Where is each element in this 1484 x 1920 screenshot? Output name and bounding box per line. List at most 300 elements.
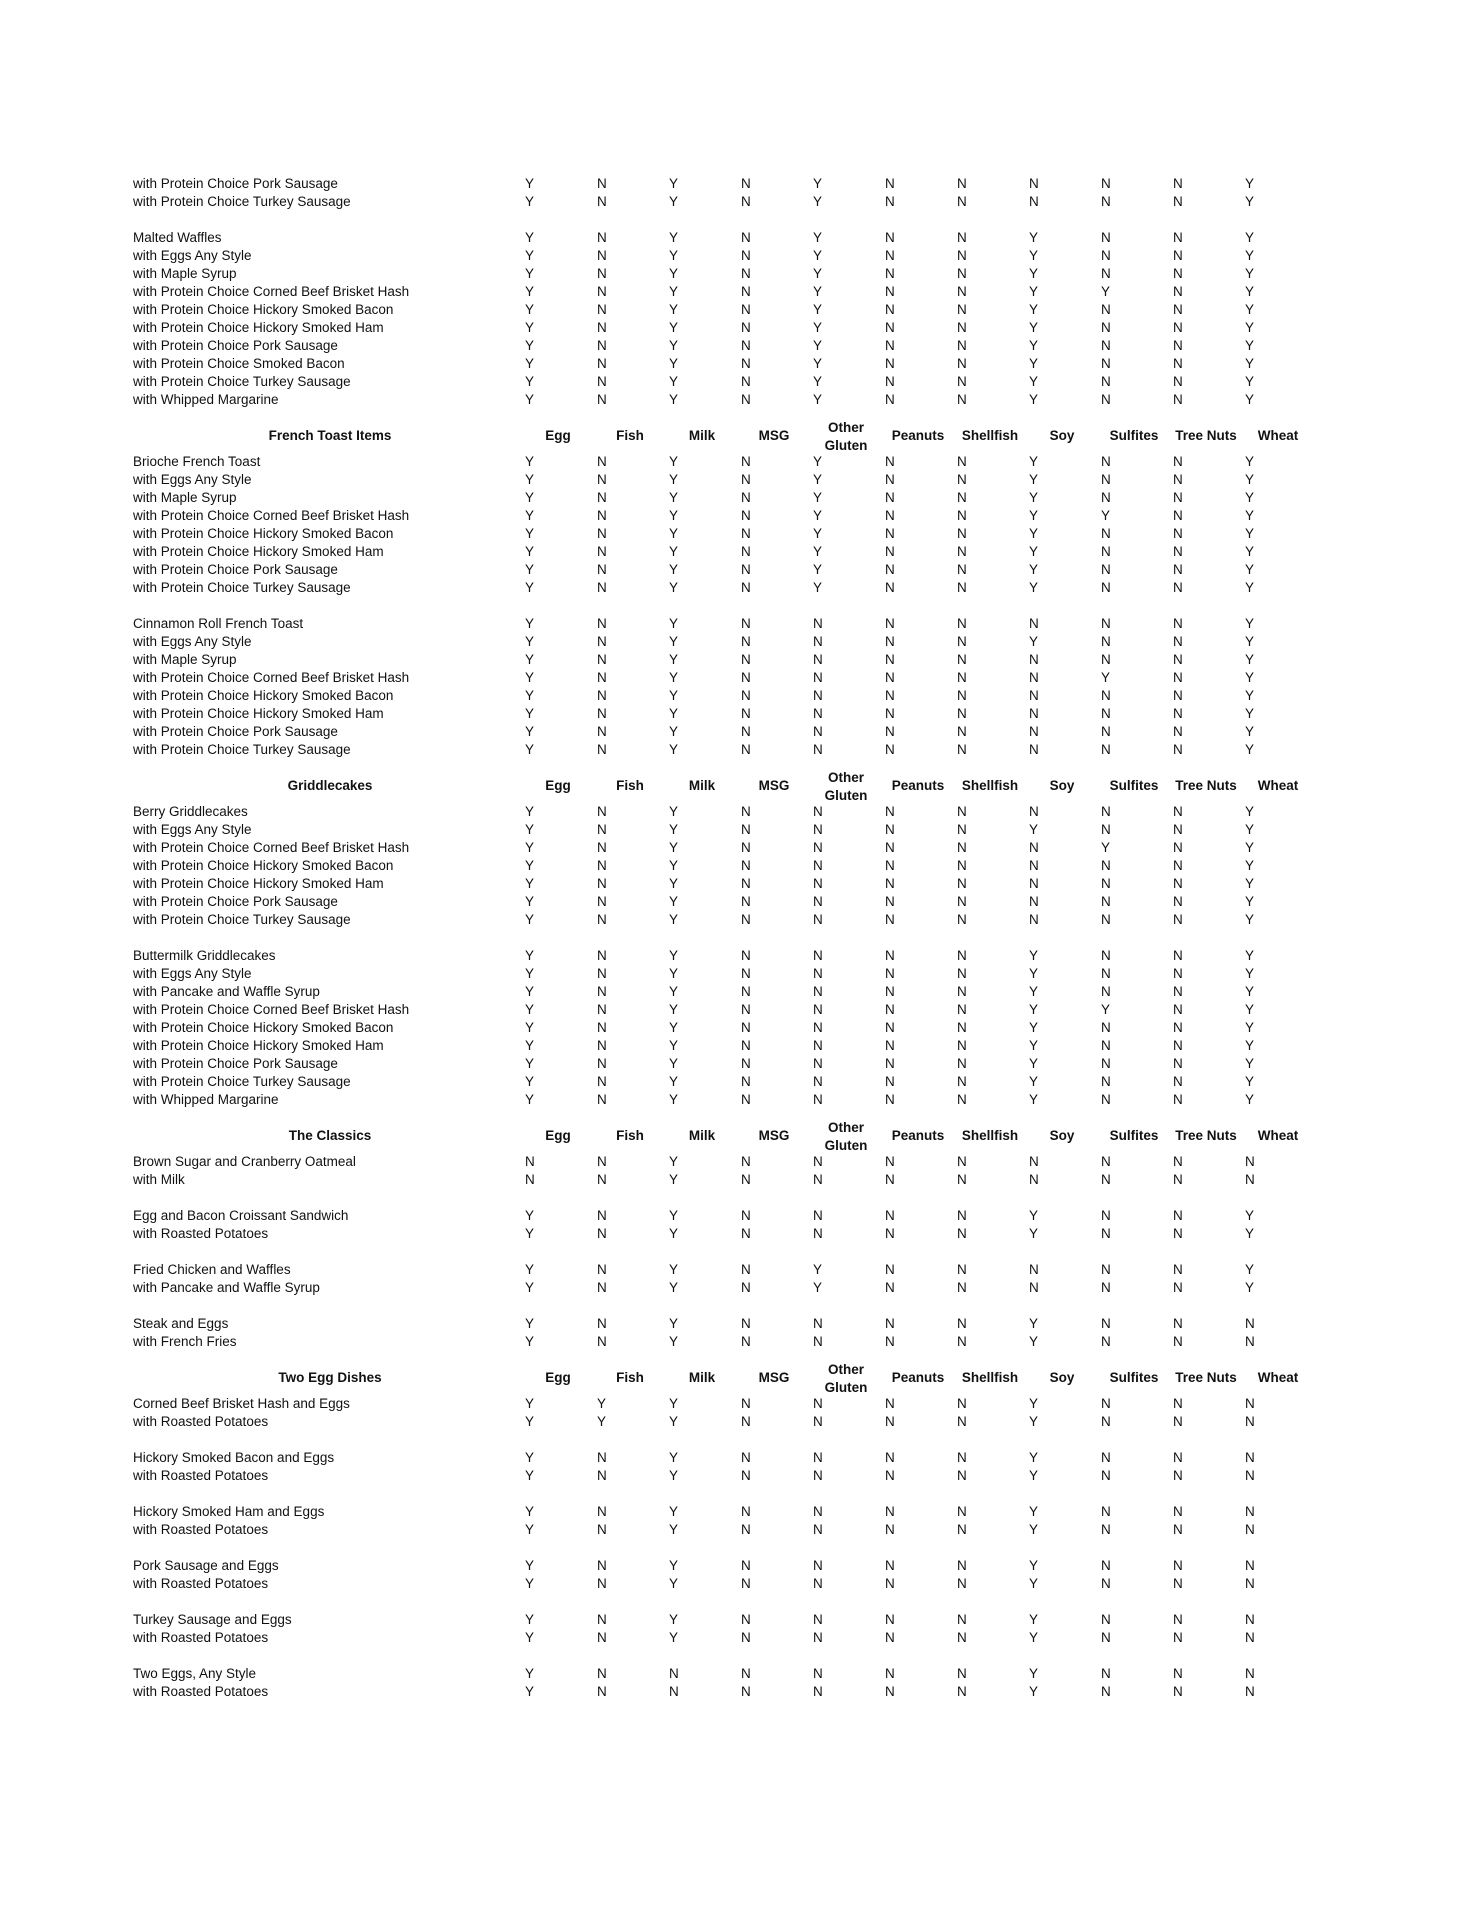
value-egg: Y bbox=[525, 1576, 535, 1591]
value-fish: Y bbox=[597, 1396, 607, 1411]
value-shellfish: N bbox=[957, 742, 967, 757]
value-egg: Y bbox=[525, 1226, 535, 1241]
value-other-gluten: N bbox=[813, 1038, 823, 1053]
value-msg: N bbox=[741, 472, 751, 487]
value-msg: N bbox=[741, 356, 751, 371]
value-shellfish: N bbox=[957, 472, 967, 487]
value-shellfish: N bbox=[957, 454, 967, 469]
value-milk: Y bbox=[669, 1504, 679, 1519]
value-peanuts: N bbox=[885, 1396, 895, 1411]
value-soy: Y bbox=[1029, 508, 1039, 523]
value-wheat: N bbox=[1245, 1172, 1255, 1187]
value-peanuts: N bbox=[885, 1056, 895, 1071]
value-fish: N bbox=[597, 742, 607, 757]
value-milk: Y bbox=[669, 1522, 679, 1537]
value-tree-nuts: N bbox=[1173, 688, 1183, 703]
value-other-gluten: N bbox=[813, 1450, 823, 1465]
value-soy: Y bbox=[1029, 1612, 1039, 1627]
value-fish: N bbox=[597, 1020, 607, 1035]
value-soy: Y bbox=[1029, 526, 1039, 541]
value-msg: N bbox=[741, 742, 751, 757]
value-tree-nuts: N bbox=[1173, 1396, 1183, 1411]
value-other-gluten: Y bbox=[813, 490, 823, 505]
value-peanuts: N bbox=[885, 1074, 895, 1089]
value-other-gluten: Y bbox=[813, 544, 823, 559]
value-msg: N bbox=[741, 1334, 751, 1349]
value-egg: Y bbox=[525, 724, 535, 739]
value-fish: N bbox=[597, 266, 607, 281]
item-modifier: with Protein Choice Pork Sausage bbox=[133, 894, 338, 909]
value-soy: Y bbox=[1029, 822, 1039, 837]
column-header-fish: Fish bbox=[616, 1128, 644, 1143]
value-peanuts: N bbox=[885, 1172, 895, 1187]
value-msg: N bbox=[741, 1154, 751, 1169]
value-tree-nuts: N bbox=[1173, 320, 1183, 335]
item-modifier: with Maple Syrup bbox=[133, 652, 237, 667]
value-other-gluten: Y bbox=[813, 194, 823, 209]
value-milk: Y bbox=[669, 526, 679, 541]
value-sulfites: N bbox=[1101, 1208, 1111, 1223]
value-soy: Y bbox=[1029, 1074, 1039, 1089]
value-other-gluten: N bbox=[813, 1504, 823, 1519]
value-other-gluten: N bbox=[813, 742, 823, 757]
table-row bbox=[0, 579, 1484, 597]
value-peanuts: N bbox=[885, 176, 895, 191]
value-shellfish: N bbox=[957, 1172, 967, 1187]
value-wheat: Y bbox=[1245, 490, 1255, 505]
value-sulfites: N bbox=[1101, 454, 1111, 469]
value-soy: Y bbox=[1029, 1450, 1039, 1465]
value-tree-nuts: N bbox=[1173, 1630, 1183, 1645]
value-egg: Y bbox=[525, 454, 535, 469]
value-msg: N bbox=[741, 1666, 751, 1681]
value-shellfish: N bbox=[957, 1074, 967, 1089]
value-msg: N bbox=[741, 1316, 751, 1331]
value-soy: Y bbox=[1029, 472, 1039, 487]
value-shellfish: N bbox=[957, 1056, 967, 1071]
column-header-egg: Egg bbox=[545, 428, 571, 443]
table-row bbox=[0, 947, 1484, 965]
value-fish: N bbox=[597, 1612, 607, 1627]
value-peanuts: N bbox=[885, 1002, 895, 1017]
table-row bbox=[0, 229, 1484, 247]
value-soy: Y bbox=[1029, 562, 1039, 577]
value-sulfites: Y bbox=[1101, 840, 1111, 855]
value-wheat: Y bbox=[1245, 1056, 1255, 1071]
value-milk: Y bbox=[669, 1612, 679, 1627]
value-sulfites: N bbox=[1101, 1522, 1111, 1537]
item-modifier: with Eggs Any Style bbox=[133, 248, 252, 263]
value-sulfites: N bbox=[1101, 1316, 1111, 1331]
item-modifier: with Eggs Any Style bbox=[133, 966, 252, 981]
value-shellfish: N bbox=[957, 804, 967, 819]
value-tree-nuts: N bbox=[1173, 1154, 1183, 1169]
item-modifier: with Roasted Potatoes bbox=[133, 1468, 269, 1483]
table-row bbox=[0, 453, 1484, 471]
item-name: Two Eggs, Any Style bbox=[133, 1666, 257, 1681]
value-peanuts: N bbox=[885, 526, 895, 541]
section-header bbox=[0, 1119, 1484, 1155]
column-header-sulfites: Sulfites bbox=[1109, 428, 1159, 443]
value-sulfites: N bbox=[1101, 1092, 1111, 1107]
value-shellfish: N bbox=[957, 176, 967, 191]
value-wheat: N bbox=[1245, 1558, 1255, 1573]
value-other-gluten: Y bbox=[813, 338, 823, 353]
value-soy: N bbox=[1029, 1172, 1039, 1187]
column-header-egg: Egg bbox=[545, 778, 571, 793]
value-egg: Y bbox=[525, 1092, 535, 1107]
table-row bbox=[0, 1225, 1484, 1243]
value-soy: Y bbox=[1029, 1630, 1039, 1645]
value-other-gluten: Y bbox=[813, 320, 823, 335]
table-row bbox=[0, 175, 1484, 193]
value-peanuts: N bbox=[885, 1414, 895, 1429]
value-wheat: Y bbox=[1245, 320, 1255, 335]
value-soy: Y bbox=[1029, 230, 1039, 245]
value-tree-nuts: N bbox=[1173, 1056, 1183, 1071]
value-soy: Y bbox=[1029, 1414, 1039, 1429]
value-shellfish: N bbox=[957, 266, 967, 281]
value-other-gluten: N bbox=[813, 1522, 823, 1537]
value-wheat: Y bbox=[1245, 858, 1255, 873]
value-sulfites: N bbox=[1101, 912, 1111, 927]
value-milk: Y bbox=[669, 1056, 679, 1071]
value-peanuts: N bbox=[885, 1226, 895, 1241]
value-soy: N bbox=[1029, 1154, 1039, 1169]
value-milk: Y bbox=[669, 472, 679, 487]
value-peanuts: N bbox=[885, 706, 895, 721]
value-milk: Y bbox=[669, 948, 679, 963]
value-egg: Y bbox=[525, 338, 535, 353]
table-row bbox=[0, 1261, 1484, 1279]
value-shellfish: N bbox=[957, 724, 967, 739]
item-name: Hickory Smoked Bacon and Eggs bbox=[133, 1450, 335, 1465]
column-header-fish: Fish bbox=[616, 1370, 644, 1385]
value-egg: Y bbox=[525, 948, 535, 963]
value-shellfish: N bbox=[957, 194, 967, 209]
value-milk: Y bbox=[669, 194, 679, 209]
value-tree-nuts: N bbox=[1173, 894, 1183, 909]
section-title: Two Egg Dishes bbox=[278, 1370, 382, 1385]
value-other-gluten: N bbox=[813, 1414, 823, 1429]
value-wheat: Y bbox=[1245, 1226, 1255, 1241]
value-wheat: Y bbox=[1245, 742, 1255, 757]
value-milk: Y bbox=[669, 912, 679, 927]
value-egg: Y bbox=[525, 544, 535, 559]
value-other-gluten: Y bbox=[813, 526, 823, 541]
value-soy: N bbox=[1029, 652, 1039, 667]
value-wheat: Y bbox=[1245, 912, 1255, 927]
value-milk: Y bbox=[669, 374, 679, 389]
value-soy: Y bbox=[1029, 1020, 1039, 1035]
value-msg: N bbox=[741, 948, 751, 963]
value-wheat: Y bbox=[1245, 1074, 1255, 1089]
value-soy: Y bbox=[1029, 356, 1039, 371]
column-header-peanuts: Peanuts bbox=[891, 1370, 945, 1385]
value-soy: Y bbox=[1029, 1038, 1039, 1053]
table-row bbox=[0, 687, 1484, 705]
value-tree-nuts: N bbox=[1173, 248, 1183, 263]
value-shellfish: N bbox=[957, 392, 967, 407]
item-modifier: with Whipped Margarine bbox=[133, 1092, 279, 1107]
value-peanuts: N bbox=[885, 1576, 895, 1591]
value-msg: N bbox=[741, 454, 751, 469]
value-milk: Y bbox=[669, 822, 679, 837]
value-milk: N bbox=[669, 1666, 679, 1681]
section-title: Griddlecakes bbox=[287, 778, 373, 793]
value-other-gluten: N bbox=[813, 1666, 823, 1681]
value-milk: Y bbox=[669, 176, 679, 191]
value-tree-nuts: N bbox=[1173, 742, 1183, 757]
value-wheat: Y bbox=[1245, 1280, 1255, 1295]
value-soy: N bbox=[1029, 742, 1039, 757]
value-wheat: Y bbox=[1245, 302, 1255, 317]
value-msg: N bbox=[741, 652, 751, 667]
value-egg: Y bbox=[525, 508, 535, 523]
value-wheat: Y bbox=[1245, 876, 1255, 891]
value-soy: Y bbox=[1029, 338, 1039, 353]
value-sulfites: N bbox=[1101, 472, 1111, 487]
value-wheat: Y bbox=[1245, 688, 1255, 703]
value-fish: N bbox=[597, 580, 607, 595]
value-shellfish: N bbox=[957, 1576, 967, 1591]
value-wheat: N bbox=[1245, 1612, 1255, 1627]
item-modifier: with Protein Choice Hickory Smoked Bacon bbox=[133, 1020, 394, 1035]
value-egg: Y bbox=[525, 616, 535, 631]
value-shellfish: N bbox=[957, 616, 967, 631]
value-tree-nuts: N bbox=[1173, 284, 1183, 299]
value-msg: N bbox=[741, 490, 751, 505]
value-sulfites: Y bbox=[1101, 284, 1111, 299]
value-fish: N bbox=[597, 634, 607, 649]
item-modifier: with Protein Choice Corned Beef Brisket Hash bbox=[133, 284, 410, 299]
item-modifier: with Protein Choice Hickory Smoked Bacon bbox=[133, 526, 394, 541]
value-egg: Y bbox=[525, 1414, 535, 1429]
value-tree-nuts: N bbox=[1173, 230, 1183, 245]
value-shellfish: N bbox=[957, 858, 967, 873]
table-row bbox=[0, 1001, 1484, 1019]
value-tree-nuts: N bbox=[1173, 858, 1183, 873]
value-sulfites: N bbox=[1101, 724, 1111, 739]
value-soy: N bbox=[1029, 894, 1039, 909]
column-header-other-gluten: Other Gluten bbox=[824, 1362, 868, 1395]
value-sulfites: N bbox=[1101, 804, 1111, 819]
table-row bbox=[0, 839, 1484, 857]
item-modifier: with Protein Choice Corned Beef Brisket Hash bbox=[133, 670, 410, 685]
column-header-peanuts: Peanuts bbox=[891, 428, 945, 443]
value-soy: Y bbox=[1029, 392, 1039, 407]
value-milk: Y bbox=[669, 634, 679, 649]
value-sulfites: N bbox=[1101, 1612, 1111, 1627]
value-shellfish: N bbox=[957, 1450, 967, 1465]
value-soy: Y bbox=[1029, 1684, 1039, 1699]
value-msg: N bbox=[741, 616, 751, 631]
column-header-milk: Milk bbox=[688, 1370, 716, 1385]
value-other-gluten: N bbox=[813, 1002, 823, 1017]
value-fish: N bbox=[597, 356, 607, 371]
value-peanuts: N bbox=[885, 858, 895, 873]
value-soy: N bbox=[1029, 688, 1039, 703]
item-modifier: with Protein Choice Turkey Sausage bbox=[133, 1074, 351, 1089]
value-msg: N bbox=[741, 338, 751, 353]
value-sulfites: N bbox=[1101, 490, 1111, 505]
value-fish: N bbox=[597, 1684, 607, 1699]
value-msg: N bbox=[741, 1280, 751, 1295]
value-other-gluten: Y bbox=[813, 230, 823, 245]
value-fish: N bbox=[597, 840, 607, 855]
value-other-gluten: N bbox=[813, 670, 823, 685]
value-peanuts: N bbox=[885, 688, 895, 703]
column-header-tree-nuts: Tree Nuts bbox=[1175, 778, 1237, 793]
value-egg: Y bbox=[525, 1612, 535, 1627]
column-header-sulfites: Sulfites bbox=[1109, 778, 1159, 793]
value-wheat: Y bbox=[1245, 1208, 1255, 1223]
value-milk: Y bbox=[669, 858, 679, 873]
table-row bbox=[0, 965, 1484, 983]
value-fish: N bbox=[597, 1074, 607, 1089]
value-egg: Y bbox=[525, 1038, 535, 1053]
table-row bbox=[0, 911, 1484, 929]
item-modifier: with Maple Syrup bbox=[133, 490, 237, 505]
value-other-gluten: N bbox=[813, 652, 823, 667]
value-wheat: Y bbox=[1245, 1262, 1255, 1277]
value-sulfites: N bbox=[1101, 562, 1111, 577]
value-egg: Y bbox=[525, 742, 535, 757]
value-msg: N bbox=[741, 688, 751, 703]
table-row bbox=[0, 1207, 1484, 1225]
value-msg: N bbox=[741, 1468, 751, 1483]
value-msg: N bbox=[741, 724, 751, 739]
value-peanuts: N bbox=[885, 302, 895, 317]
item-modifier: with Roasted Potatoes bbox=[133, 1522, 269, 1537]
value-peanuts: N bbox=[885, 374, 895, 389]
value-egg: Y bbox=[525, 670, 535, 685]
value-msg: N bbox=[741, 912, 751, 927]
value-shellfish: N bbox=[957, 1020, 967, 1035]
value-egg: Y bbox=[525, 1056, 535, 1071]
value-fish: N bbox=[597, 1172, 607, 1187]
item-name: Turkey Sausage and Eggs bbox=[133, 1612, 292, 1627]
value-msg: N bbox=[741, 248, 751, 263]
value-other-gluten: N bbox=[813, 1612, 823, 1627]
value-wheat: Y bbox=[1245, 822, 1255, 837]
value-tree-nuts: N bbox=[1173, 1172, 1183, 1187]
value-wheat: N bbox=[1245, 1450, 1255, 1465]
value-peanuts: N bbox=[885, 266, 895, 281]
value-soy: Y bbox=[1029, 1504, 1039, 1519]
value-tree-nuts: N bbox=[1173, 1334, 1183, 1349]
value-other-gluten: Y bbox=[813, 562, 823, 577]
value-msg: N bbox=[741, 1056, 751, 1071]
value-fish: N bbox=[597, 1558, 607, 1573]
value-sulfites: N bbox=[1101, 1038, 1111, 1053]
value-fish: N bbox=[597, 526, 607, 541]
table-row bbox=[0, 821, 1484, 839]
value-egg: Y bbox=[525, 302, 535, 317]
table-row bbox=[0, 1611, 1484, 1629]
value-egg: Y bbox=[525, 230, 535, 245]
value-wheat: Y bbox=[1245, 248, 1255, 263]
value-soy: N bbox=[1029, 670, 1039, 685]
value-milk: Y bbox=[669, 1316, 679, 1331]
value-egg: Y bbox=[525, 1396, 535, 1411]
value-sulfites: N bbox=[1101, 1684, 1111, 1699]
value-msg: N bbox=[741, 1262, 751, 1277]
value-peanuts: N bbox=[885, 454, 895, 469]
value-peanuts: N bbox=[885, 1038, 895, 1053]
value-other-gluten: Y bbox=[813, 392, 823, 407]
value-wheat: Y bbox=[1245, 634, 1255, 649]
table-row bbox=[0, 983, 1484, 1001]
table-row bbox=[0, 1315, 1484, 1333]
value-soy: Y bbox=[1029, 1666, 1039, 1681]
value-peanuts: N bbox=[885, 822, 895, 837]
value-other-gluten: Y bbox=[813, 356, 823, 371]
value-wheat: Y bbox=[1245, 616, 1255, 631]
value-milk: Y bbox=[669, 338, 679, 353]
value-sulfites: N bbox=[1101, 1020, 1111, 1035]
value-sulfites: N bbox=[1101, 1172, 1111, 1187]
item-modifier: with Protein Choice Turkey Sausage bbox=[133, 374, 351, 389]
value-egg: N bbox=[525, 1172, 535, 1187]
value-sulfites: N bbox=[1101, 1056, 1111, 1071]
value-sulfites: N bbox=[1101, 230, 1111, 245]
value-wheat: Y bbox=[1245, 804, 1255, 819]
value-other-gluten: N bbox=[813, 1684, 823, 1699]
value-fish: N bbox=[597, 454, 607, 469]
value-shellfish: N bbox=[957, 490, 967, 505]
value-wheat: Y bbox=[1245, 562, 1255, 577]
value-sulfites: N bbox=[1101, 1262, 1111, 1277]
value-shellfish: N bbox=[957, 1208, 967, 1223]
value-fish: N bbox=[597, 1154, 607, 1169]
value-sulfites: N bbox=[1101, 948, 1111, 963]
table-row bbox=[0, 741, 1484, 759]
value-other-gluten: Y bbox=[813, 472, 823, 487]
value-soy: N bbox=[1029, 804, 1039, 819]
value-fish: N bbox=[597, 1334, 607, 1349]
value-sulfites: N bbox=[1101, 320, 1111, 335]
value-fish: N bbox=[597, 1504, 607, 1519]
value-milk: Y bbox=[669, 894, 679, 909]
item-modifier: with Protein Choice Hickory Smoked Bacon bbox=[133, 688, 394, 703]
value-egg: Y bbox=[525, 1684, 535, 1699]
value-shellfish: N bbox=[957, 580, 967, 595]
value-wheat: Y bbox=[1245, 284, 1255, 299]
item-name: with Protein Choice Pork Sausage bbox=[133, 176, 338, 191]
value-fish: N bbox=[597, 858, 607, 873]
value-milk: Y bbox=[669, 1468, 679, 1483]
value-egg: Y bbox=[525, 1002, 535, 1017]
column-header-soy: Soy bbox=[1049, 428, 1075, 443]
value-sulfites: N bbox=[1101, 858, 1111, 873]
value-egg: Y bbox=[525, 1074, 535, 1089]
value-egg: Y bbox=[525, 804, 535, 819]
value-other-gluten: N bbox=[813, 876, 823, 891]
value-msg: N bbox=[741, 1092, 751, 1107]
value-wheat: Y bbox=[1245, 194, 1255, 209]
value-tree-nuts: N bbox=[1173, 616, 1183, 631]
value-fish: N bbox=[597, 894, 607, 909]
value-wheat: Y bbox=[1245, 356, 1255, 371]
value-fish: N bbox=[597, 1666, 607, 1681]
value-peanuts: N bbox=[885, 948, 895, 963]
value-fish: N bbox=[597, 984, 607, 999]
value-msg: N bbox=[741, 1002, 751, 1017]
value-shellfish: N bbox=[957, 526, 967, 541]
column-header-shellfish: Shellfish bbox=[961, 778, 1019, 793]
item-modifier: with Protein Choice Hickory Smoked Ham bbox=[133, 320, 384, 335]
